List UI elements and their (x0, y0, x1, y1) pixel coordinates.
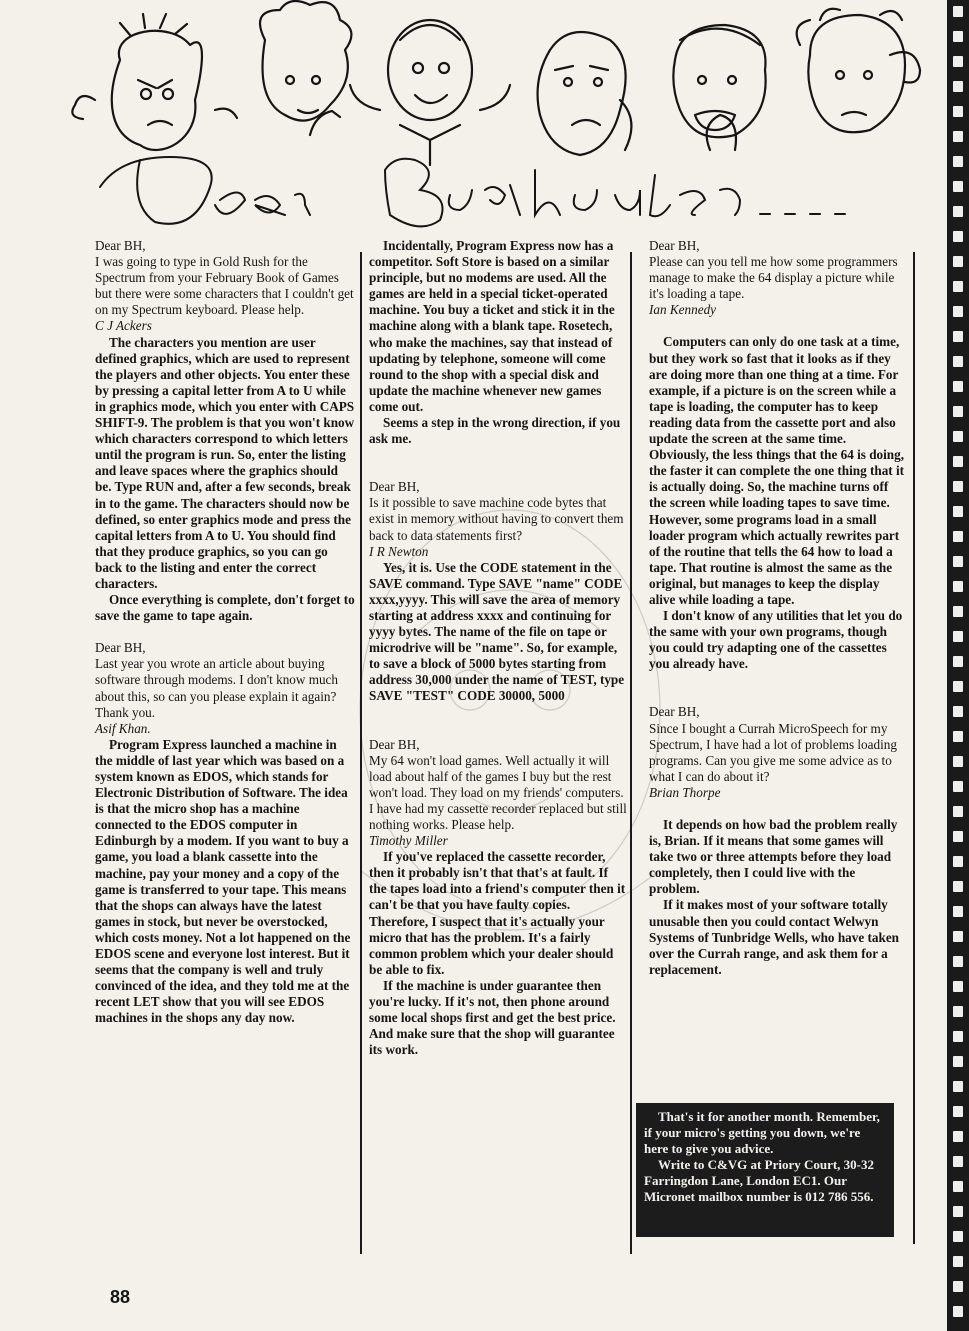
film-hole (953, 881, 963, 892)
letter-signature: Ian Kennedy (649, 302, 717, 318)
film-hole (953, 56, 963, 67)
film-hole (953, 1006, 963, 1017)
answer-paragraph: Yes, it is. Use the CODE statement in the SAVE command. Type SAVE "name" CODE xxxx,yyyy. This will save the area of memory starting at address xxxx and continuing for yyyy bytes. The name of the file on tape or microdrive will be "name". So, for example, to save a block of 5000 bytes starting from address 30,000 under the name of TEST, type SAVE "TEST" CODE 30000, 5000 (369, 559, 625, 704)
answer-paragraph: It depends on how bad the problem really is, Brian. If it means that some games will take two or three attempts before they load completely, then I could live with the problem. (649, 817, 898, 897)
answer-paragraph: If the machine is under guarantee then you're lucky. If it's not, then phone around some local shops first and get the best price. And make sure that the shop will guarantee its work. (369, 977, 616, 1058)
letter-body: I was going to type in Gold Rush for the Spectrum from your February Book of Games but there were some characters that I couldn't get on my Spectrum keyboard. Please help. (95, 254, 354, 318)
closing-note-box (636, 1103, 894, 1237)
film-hole (953, 631, 963, 642)
answer-paragraph: I don't know of any utilities that let you do the same with your own programs, though you could try adapting one of the cassettes you already have. (649, 608, 903, 672)
answer-paragraph: Program Express launched a machine in the middle of last year which was based on a system known as EDOS, which stands for Electronic Distribution of Software. The idea is that the micro shop has a machine connected to the EDOS computer in Edinburgh by a modem. If you want to buy a game, you load a blank cassette into the machine, pay your money and a copy of the game is transferred to your tape. This means that the shops can always have the latest games in stock, but never be overstocked, which costs money. Not a lot happened on the EDOS scene and everyone lost interest. But it seems that the company is well and truly convinced of the idea, and they told me at the recent LET show that you will see EDOS machines in the shops any day now. (95, 736, 351, 1026)
paragraph-gap (369, 721, 627, 737)
film-hole (953, 81, 963, 92)
text-column-2 (369, 238, 627, 1058)
text-column-3 (649, 238, 908, 978)
film-hole (953, 281, 963, 292)
film-hole (953, 1131, 963, 1142)
film-hole (953, 306, 963, 317)
cartoon-face-shrugging (350, 20, 510, 165)
film-hole (953, 156, 963, 167)
film-hole (953, 406, 963, 417)
letter-greeting: Dear BH, (369, 736, 420, 752)
answer-paragraph: Seems a step in the wrong direction, if you ask me. (369, 415, 621, 447)
letter-body: Please can you tell me how some programmers manage to make the 64 display a picture while it's loading a tape. (649, 254, 898, 302)
paragraph-gap (95, 624, 357, 640)
film-hole (953, 931, 963, 942)
paragraph-gap (369, 463, 627, 479)
film-hole (953, 1306, 963, 1317)
film-hole (953, 606, 963, 617)
paragraph-gap (369, 705, 627, 721)
film-hole (953, 581, 963, 592)
letter-greeting: Dear BH, (649, 704, 700, 720)
letter-body: Since I bought a Currah MicroSpeech for my Spectrum, I have had a lot of problems loading programs. Can you give me some advice as to what I can do about it? (649, 720, 897, 784)
letter-greeting: Dear BH, (95, 238, 146, 253)
letter-signature: Asif Khan. (95, 720, 151, 736)
film-hole (953, 1081, 963, 1092)
film-hole (953, 231, 963, 242)
film-hole (953, 356, 963, 367)
film-hole (953, 706, 963, 717)
film-strip-border (947, 0, 969, 1331)
letter-signature: Timothy Miller (369, 833, 448, 849)
cartoon-face-angry (72, 14, 237, 150)
paragraph-gap (369, 447, 627, 463)
text-column-1 (95, 238, 357, 1027)
film-hole (953, 806, 963, 817)
film-hole (953, 6, 963, 17)
cartoon-face-thinking (260, 1, 351, 135)
film-hole (953, 1031, 963, 1042)
film-hole (953, 531, 963, 542)
letter-body: My 64 won't load games. Well actually it will load about half of the games I buy but the rest won't load. They load on my friends' computers. I have had my cassette recorder replaced but still nothing works. Please help. (369, 752, 627, 832)
film-hole (953, 331, 963, 342)
letter-greeting: Dear BH, (649, 238, 700, 253)
film-hole (953, 1231, 963, 1242)
film-hole (953, 1156, 963, 1167)
film-hole (953, 1206, 963, 1217)
film-hole (953, 656, 963, 667)
answer-paragraph: The characters you mention are user defined graphics, which are used to represent the players and other objects. You enter these by pressing a capital letter from A to U while in graphics mode, which you enter with CAPS SHIFT-9. The problem is that you won't know which characters correspond to which letters until the program is run. So, enter the listing and leave spaces where the graphics should be. Type RUN and, after a few seconds, break in to the game. The characters should now be defined, so enter graphics mode and press the capital letters from A to U. You should find that they produce graphics, so you can go back to the listing and enter the correct characters. (95, 334, 355, 591)
cartoon-face-confused (797, 9, 920, 132)
film-hole (953, 956, 963, 967)
letter-signature: Brian Thorpe (649, 784, 721, 800)
film-hole (953, 1056, 963, 1067)
film-hole (953, 556, 963, 567)
paragraph-gap (649, 688, 908, 704)
film-hole (953, 906, 963, 917)
film-hole (953, 1181, 963, 1192)
film-hole (953, 781, 963, 792)
film-hole (953, 731, 963, 742)
column-rule (913, 252, 915, 1244)
film-hole (953, 1256, 963, 1267)
cartoon-face-nail-biting (673, 25, 765, 150)
answer-paragraph: If you've replaced the cassette recorder, then it probably isn't that that's at fault. If the tapes load into a friend's computer then it can't be that you have faulty copies. Therefore, I suspect that it's actually your micro that has the problem. It's a fairly common problem which your dealer should be able to fix. (369, 849, 626, 977)
answer-paragraph: Once everything is complete, don't forget to save the game to tape again. (95, 592, 355, 624)
film-hole (953, 256, 963, 267)
answer-paragraph: Computers can only do one task at a time, but they work so fast that it looks as if they are doing more than one thing at a time. For example, if a picture is on the screen while a tape is loading, the computer has to keep reading data from the cassette port and also update the screen at the same time. Obviously, the less things that the 64 is doing, the faster it can complete the one thing that it is actually doing. So, the machine turns off the screen while loading tapes to save time. However, some programs load in a small loader program which actually rewrites part of the routine that tells the 64 how to load a tape. That routine is almost the same as the original, but manages to keep the display alive while loading a tape. (649, 334, 905, 607)
film-hole (953, 181, 963, 192)
film-hole (953, 756, 963, 767)
paragraph-gap (649, 801, 908, 817)
letter-signature: I R Newton (369, 543, 429, 559)
cartoon-face-worried (538, 32, 632, 155)
film-hole (953, 456, 963, 467)
letter-body: Last year you wrote an article about buying software through modems. I don't know much about this, so can you please explain it again? Thank you. (95, 656, 339, 720)
column-rule (630, 252, 632, 1254)
film-hole (953, 856, 963, 867)
answer-paragraph: If it makes most of your software totally unusable then you could contact Welwyn Systems of Tunbridge Wells, who have taken over the Currah range, and ask them for a replacement. (649, 897, 899, 977)
letter-signature: C J Ackers (95, 318, 152, 334)
letter-greeting: Dear BH, (369, 479, 420, 495)
closing-note-address: Write to C&VG at Priory Court, 30-32 Farringdon Lane, London EC1. Our Micronet mailbox number is 012 786 556. (644, 1157, 875, 1204)
film-hole (953, 31, 963, 42)
film-hole (953, 481, 963, 492)
closing-note-paragraph: That's it for another month. Remember, if your micro's getting you down, we're here to give you advice. (644, 1109, 880, 1156)
film-hole (953, 431, 963, 442)
film-hole (953, 981, 963, 992)
film-hole (953, 381, 963, 392)
film-hole (953, 131, 963, 142)
film-hole (953, 206, 963, 217)
film-hole (953, 506, 963, 517)
film-hole (953, 831, 963, 842)
film-hole (953, 681, 963, 692)
answer-paragraph: Incidentally, Program Express now has a competitor. Soft Store is based on a similar principle, but no modems are used. All the games are held in a special ticket-operated machine. You buy a ticket and stick it in the machine along with a blank tape. Rosetech, who make the machines, say that instead of updating by telephone, someone will come round to the shop with a special disk and update the machine whenever new games come out. (369, 238, 615, 414)
letter-greeting: Dear BH, (95, 640, 146, 656)
film-hole (953, 1281, 963, 1292)
letter-body: Is it possible to save machine code bytes that exist in memory without having to convert them back to data statements first? (369, 495, 624, 543)
paragraph-gap (649, 318, 908, 334)
paragraph-gap (649, 672, 908, 688)
masthead-illustration (70, 0, 950, 240)
film-hole (953, 1106, 963, 1117)
page-number: 88 (110, 1287, 131, 1307)
film-hole (953, 106, 963, 117)
column-rule (360, 252, 362, 1254)
